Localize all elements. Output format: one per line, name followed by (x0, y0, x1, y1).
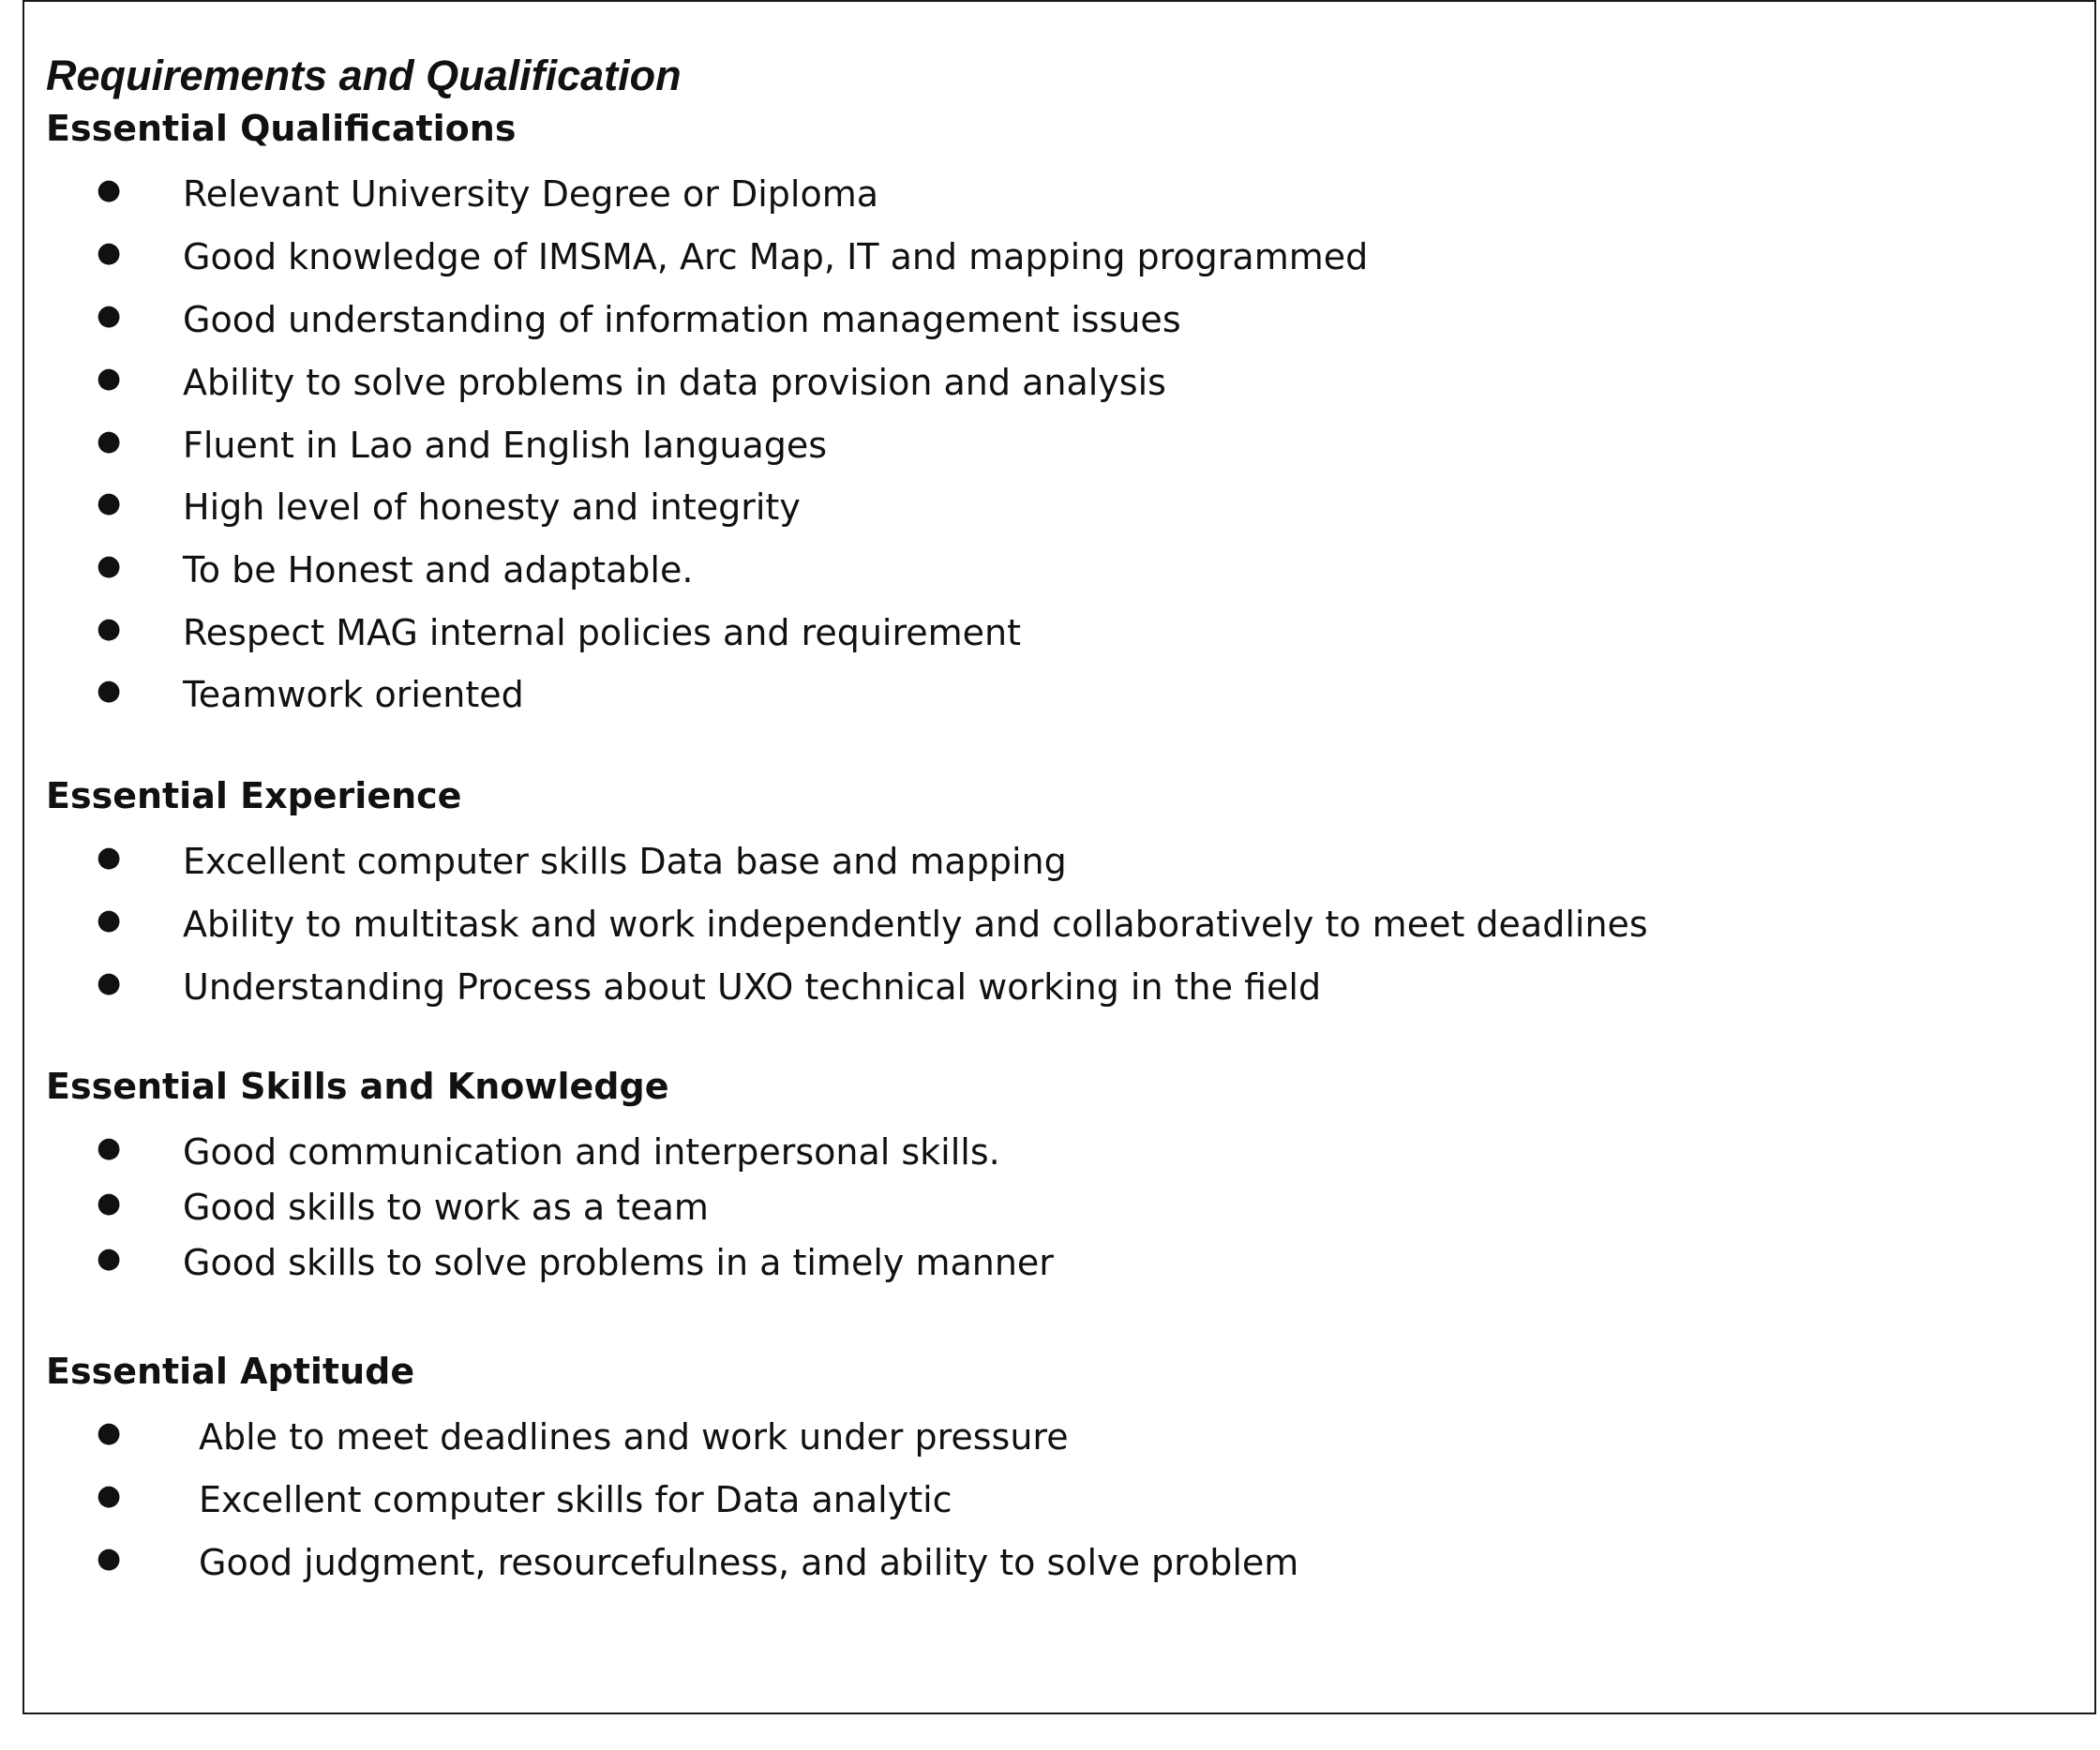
section-heading-aptitude: Essential Aptitude (46, 1351, 415, 1392)
list-item-text: Good understanding of information management issues (183, 299, 1181, 340)
list-item-text: High level of honesty and integrity (183, 486, 801, 528)
list-item (0, 841, 2062, 890)
list-item (0, 427, 2062, 474)
bullet-icon: ● (97, 1416, 122, 1449)
list-item-text: Excellent computer skills for Data analytic (199, 1479, 952, 1520)
bullet-icon: ● (97, 549, 122, 582)
bullet-icon: ● (97, 966, 122, 999)
list-item (0, 906, 2062, 953)
list-item (0, 612, 2062, 662)
list-item-text: To be Honest and adaptable. (183, 549, 694, 591)
bullet-icon: ● (97, 299, 122, 332)
list-item-text: Ability to multitask and work independently and collaboratively to meet deadlines (183, 904, 1648, 945)
bullet-icon: ● (97, 1187, 122, 1219)
list-item (0, 1416, 2062, 1466)
bullet-icon: ● (97, 904, 122, 936)
bullet-icon: ● (97, 486, 122, 519)
bullet-icon: ● (97, 1479, 122, 1512)
list-item-text: Teamwork oriented (183, 674, 524, 715)
list-item-text: Good knowledge of IMSMA, Arc Map, IT and mapping programmed (183, 236, 1369, 277)
bullet-icon: ● (97, 1131, 122, 1164)
list-item-text: Good communication and interpersonal skills. (183, 1131, 1000, 1173)
list-item (0, 299, 2062, 349)
document-title: Requirements and Qualification (46, 52, 682, 99)
list-item (0, 1189, 2062, 1236)
list-item (0, 173, 2062, 223)
list-item (0, 1479, 2062, 1529)
list-item (0, 486, 2062, 536)
list-item-text: Fluent in Lao and English languages (183, 425, 828, 466)
list-item (0, 362, 2062, 411)
bullet-icon: ● (97, 362, 122, 395)
bullet-icon: ● (97, 425, 122, 457)
section-heading-experience: Essential Experience (46, 775, 462, 816)
bullet-icon: ● (97, 1242, 122, 1275)
list-item-text: Understanding Process about UXO technical working in the field (183, 966, 1322, 1008)
bullet-icon: ● (97, 236, 122, 269)
list-item-text: Good skills to work as a team (183, 1187, 709, 1228)
list-item (0, 236, 2062, 286)
bullet-icon: ● (97, 173, 122, 206)
list-item (0, 1131, 2062, 1181)
section-heading-skills: Essential Skills and Knowledge (46, 1066, 669, 1107)
section-heading-qualifications: Essential Qualifications (46, 108, 517, 149)
list-item (0, 1242, 2062, 1292)
list-item-text: Good judgment, resourcefulness, and ability to solve problem (199, 1542, 1299, 1583)
list-item-text: Ability to solve problems in data provision and analysis (183, 362, 1166, 403)
list-item-text: Relevant University Degree or Diploma (183, 173, 879, 215)
list-item (0, 674, 2062, 724)
bullet-icon: ● (97, 841, 122, 874)
list-item-text: Able to meet deadlines and work under pressure (199, 1416, 1069, 1458)
list-item-text: Good skills to solve problems in a timely manner (183, 1242, 1054, 1283)
list-item-text: Excellent computer skills Data base and mapping (183, 841, 1067, 882)
list-item (0, 549, 2062, 599)
bullet-icon: ● (97, 612, 122, 645)
list-item (0, 966, 2062, 1016)
bullet-icon: ● (97, 674, 122, 707)
list-item (0, 1542, 2062, 1592)
bullet-icon: ● (97, 1542, 122, 1575)
list-item-text: Respect MAG internal policies and requirement (183, 612, 1022, 653)
